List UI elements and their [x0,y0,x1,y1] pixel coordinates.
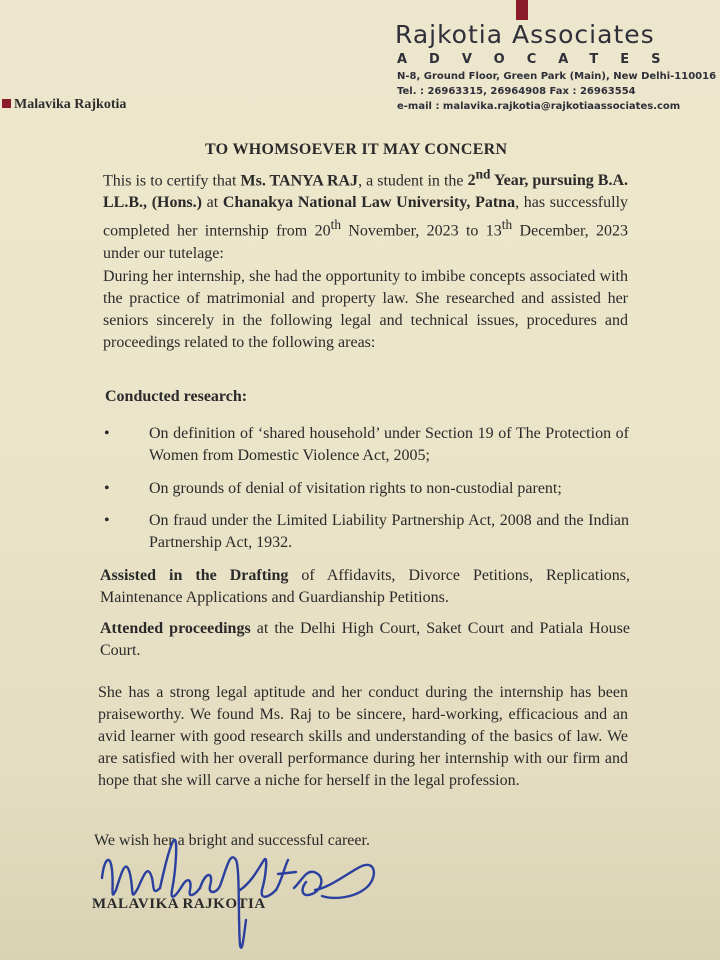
research-item-3: On fraud under the Limited Liability Partnership Act, 2008 and the Indian Partnership Act, 1932. [149,512,629,551]
firm-name: Rajkotia Associates [395,20,655,49]
proceedings-paragraph: Attended proceedings at the Delhi High Court, Saket Court and Patiala House Court. [100,620,630,659]
signatory-name: MALAVIKA RAJKOTIA [92,896,266,912]
university-name: Chanakya National Law University, Patna [222,194,516,212]
research-heading: Conducted research: [105,388,248,405]
intro-paragraph: This is to certify that Ms. TANYA RAJ, a student in the 2nd Year, pursuing B.A. LL.B., (Hons.) at Chanakya National Law University, Patna, has successfully completed her internship from 20th November, 2023 to 13th December, 2023 under our tutelage: [103,167,629,262]
bullet-icon: • [104,512,110,529]
internship-paragraph: During her internship, she had the opportunity to imbibe concepts associated with the practice of matrimonial and property law. She researched and assisted her seniors sincerely in the following legal and technical issues, procedures and proceedings related to the following areas: [103,268,628,351]
firm-subtitle: ADVOCATES [397,52,683,67]
research-item-1: On definition of ‘shared household’ under Section 19 of The Protection of Women from Domestic Violence Act, 2005; [149,425,629,464]
research-item-2: On grounds of denial of visitation rights to non-custodial parent; [149,480,562,497]
signature-icon [90,830,390,955]
firm-address: N-8, Ground Floor, Green Park (Main), New Delhi-110016 [397,71,717,82]
student-name: Ms. TANYA RAJ [240,172,359,190]
bullet-icon: • [104,480,110,497]
drafting-paragraph: Assisted in the Drafting of Affidavits, Divorce Petitions, Replications, Maintenance Applications and Guardianship Petitions. [100,567,630,606]
bullet-icon: • [104,425,110,442]
firm-phone: Tel. : 26963315, 26964908 Fax : 26963554 [397,86,636,97]
firm-email: e-mail : malavika.rajkotia@rajkotiaassociates.com [397,101,681,112]
sender-name [2,97,126,113]
conduct-paragraph: She has a strong legal aptitude and her conduct during the internship has been praiseworthy. We found Ms. Raj to be sincere, hard-working, efficacious and an avid learner with good research skills and understanding of the basics of law. We are satisfied with her overall performance during her internship with our firm and hope that she will carve a niche for herself in the legal profession. [98,684,628,789]
closing-line: We wish her a bright and successful career. [94,832,370,849]
letter-title: TO WHOMSOEVER IT MAY CONCERN [205,141,508,158]
sender-label: Malavika Rajkotia [14,97,127,112]
letterhead-accent-bar [516,0,528,20]
sender-mark-icon [2,99,11,108]
